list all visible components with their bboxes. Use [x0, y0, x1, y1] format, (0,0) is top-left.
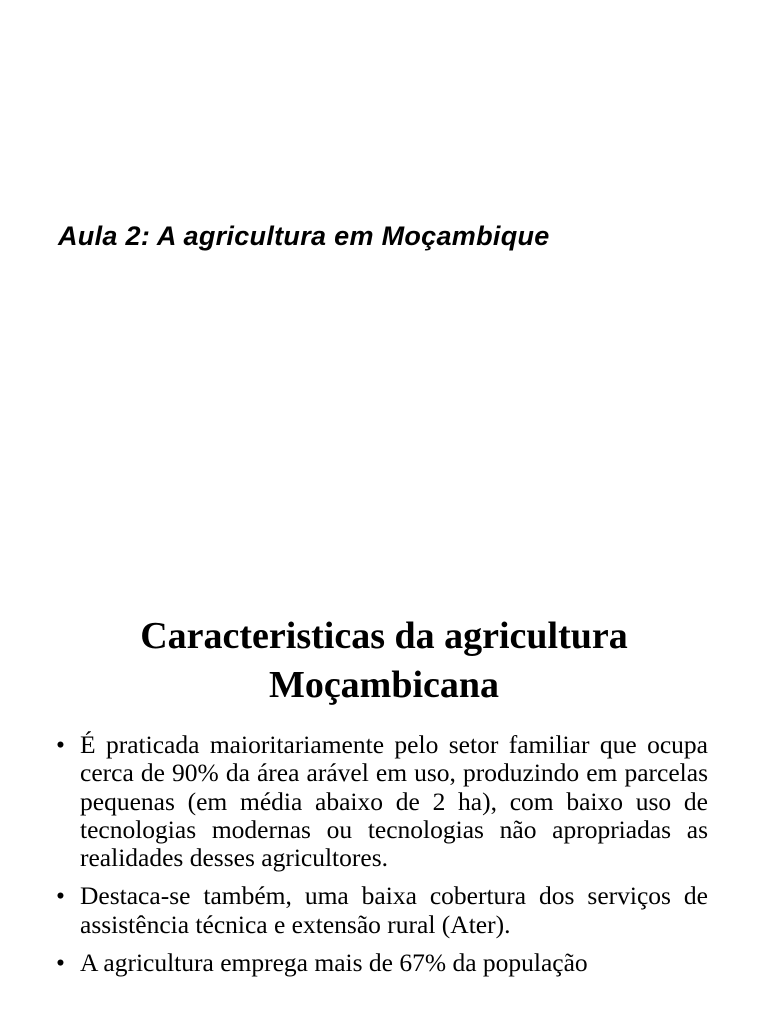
bullet-item	[56, 882, 708, 939]
bullet-list	[56, 731, 708, 987]
slide-heading-line-1: Caracteristicas da agricultura	[140, 615, 628, 657]
slide-heading	[40, 612, 728, 710]
bullet-item	[56, 731, 708, 872]
bullet-dot-icon: •	[56, 948, 65, 978]
bullet-item	[56, 949, 708, 977]
bullet-text: Destaca-se também, uma baixa cobertura dos serviços de assistência técnica e extensão rural (Ater).	[80, 881, 708, 939]
bullet-dot-icon: •	[56, 730, 65, 759]
bullet-dot-icon: •	[56, 881, 65, 911]
slide-heading-line-2: Moçambicana	[268, 664, 500, 706]
bullet-text: É praticada maioritariamente pelo setor familiar que ocupa cerca de 90% da área arável em uso, produzindo em parcelas pequenas (em média abaixo de 2 ha), com baixo uso de tecnologias modernas ou tecnologias não apropriadas as realidades desses agricultores.	[80, 730, 708, 873]
bullet-text: A agricultura emprega mais de 67% da população	[80, 948, 588, 978]
lesson-title: Aula 2: A agricultura em Moçambique	[58, 221, 550, 251]
